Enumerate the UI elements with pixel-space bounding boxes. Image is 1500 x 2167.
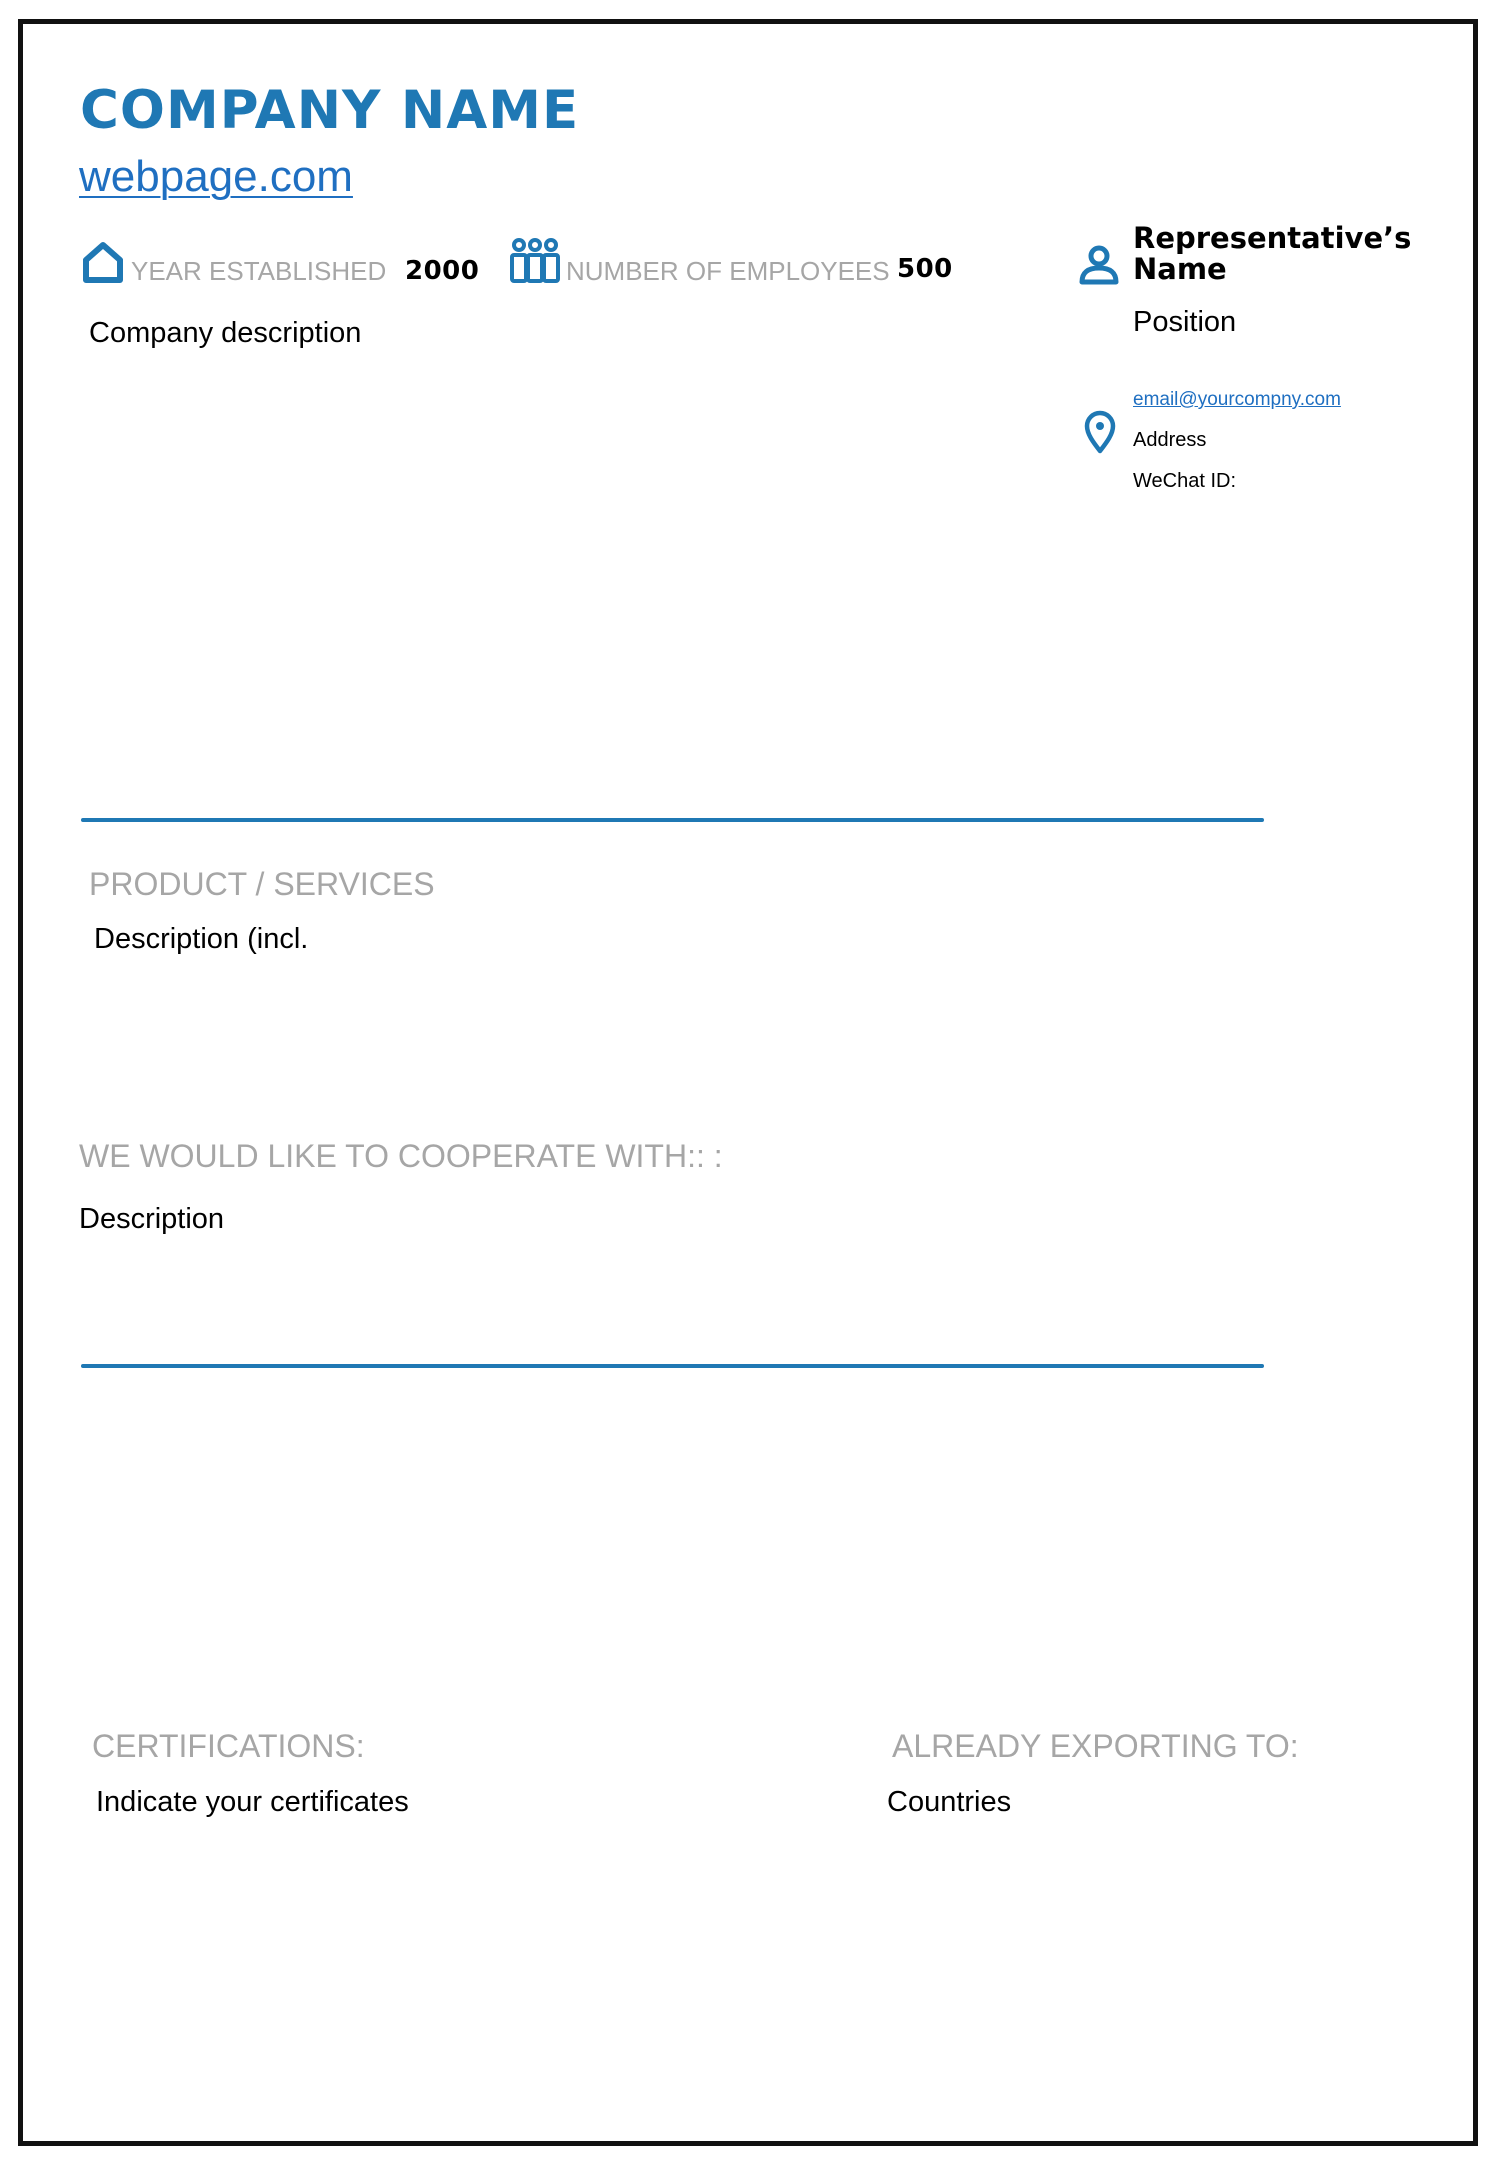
location-pin-icon xyxy=(1083,410,1117,454)
representative-position: Position xyxy=(1133,306,1237,338)
webpage-link[interactable]: webpage.com xyxy=(79,152,353,201)
company-description: Company description xyxy=(89,317,362,349)
divider-top xyxy=(81,818,1264,822)
products-heading: PRODUCT / SERVICES xyxy=(89,866,435,902)
exporting-description: Countries xyxy=(887,1786,1012,1818)
contact-wechat: WeChat ID: xyxy=(1133,470,1236,492)
employees-label: NUMBER OF EMPLOYEES xyxy=(566,256,890,286)
certifications-heading: CERTIFICATIONS: xyxy=(92,1728,365,1764)
person-icon xyxy=(1078,244,1120,286)
cooperate-heading: WE WOULD LIKE TO COOPERATE WITH:: : xyxy=(79,1138,723,1174)
divider-bottom xyxy=(81,1364,1264,1368)
house-icon xyxy=(81,240,125,284)
contact-address: Address xyxy=(1133,429,1207,451)
employees-value: 500 xyxy=(897,254,953,284)
company-name: COMPANY NAME xyxy=(80,80,580,141)
year-established-label: YEAR ESTABLISHED xyxy=(131,256,387,286)
certifications-description: Indicate your certificates xyxy=(96,1786,409,1818)
exporting-heading: ALREADY EXPORTING TO: xyxy=(892,1728,1299,1764)
year-established-value: 2000 xyxy=(405,256,480,286)
contact-email-link[interactable]: email@yourcompny.com xyxy=(1133,389,1341,410)
cooperate-description: Description xyxy=(79,1203,225,1235)
people-icon xyxy=(509,237,561,287)
products-description: Description (incl. xyxy=(94,923,309,955)
representative-name: Representative’s Name xyxy=(1133,221,1412,286)
